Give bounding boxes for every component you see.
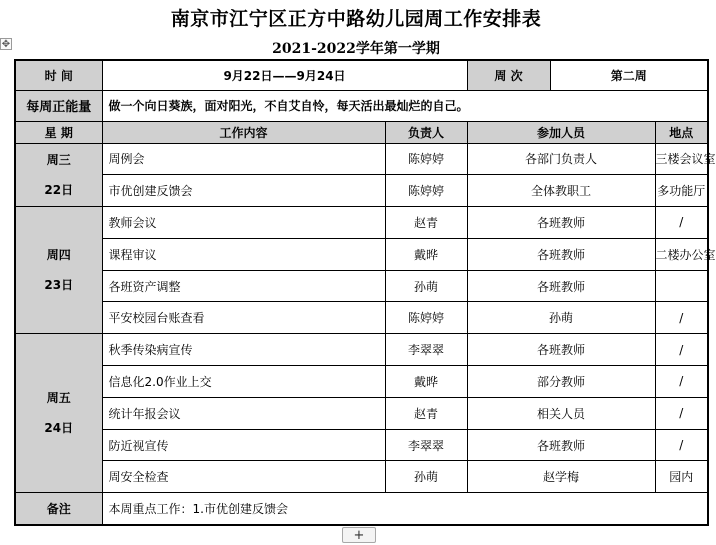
task-location <box>655 270 708 302</box>
task-participants: 各班教师 <box>467 270 655 302</box>
task-participants: 部分教师 <box>467 366 655 398</box>
col-location: 地点 <box>655 121 708 143</box>
table-row <box>15 397 708 429</box>
weekday-label: 周五 <box>46 391 71 406</box>
time-value: 9月22日——9月24日 <box>102 60 467 90</box>
task-participants: 相关人员 <box>467 397 655 429</box>
task-owner: 李翠翠 <box>385 334 467 366</box>
week-label: 周 次 <box>467 60 550 90</box>
col-content: 工作内容 <box>102 121 385 143</box>
task-participants: 赵学梅 <box>467 461 655 493</box>
task-participants: 各班教师 <box>467 429 655 461</box>
task-content: 统计年报会议 <box>102 397 385 429</box>
task-participants: 各班教师 <box>467 207 655 239</box>
task-content: 教师会议 <box>102 207 385 239</box>
day-cell <box>15 334 102 493</box>
col-owner: 负责人 <box>385 121 467 143</box>
table-row <box>15 143 708 175</box>
task-content: 周安全检查 <box>102 461 385 493</box>
document-title: 南京市江宁区正方中路幼儿园周工作安排表 <box>170 8 542 30</box>
task-participants: 各部门负责人 <box>467 143 655 175</box>
document-subtitle: 2021-2022学年第一学期 <box>272 41 440 57</box>
move-icon[interactable]: ✥ <box>1 39 11 50</box>
task-location: / <box>655 429 708 461</box>
task-owner: 赵青 <box>385 207 467 239</box>
table-row <box>15 302 708 334</box>
task-owner: 戴晔 <box>385 366 467 398</box>
task-content: 周例会 <box>102 143 385 175</box>
task-location: / <box>655 366 708 398</box>
task-location: 园内 <box>655 461 708 493</box>
table-row <box>15 429 708 461</box>
task-owner: 戴晔 <box>385 238 467 270</box>
time-label: 时 间 <box>15 60 102 90</box>
day-cell <box>15 207 102 334</box>
table-row <box>15 238 708 270</box>
table-row <box>15 270 708 302</box>
add-row-button[interactable]: + <box>342 527 376 543</box>
schedule-table <box>14 59 716 526</box>
task-location: / <box>655 207 708 239</box>
task-owner: 孙萌 <box>385 270 467 302</box>
task-location: / <box>655 334 708 366</box>
table-row <box>15 461 708 493</box>
notes-label: 备注 <box>15 493 102 525</box>
task-content: 各班资产调整 <box>102 270 385 302</box>
task-owner: 孙萌 <box>385 461 467 493</box>
task-content: 课程审议 <box>102 238 385 270</box>
task-location: 二楼办公室 <box>655 238 708 270</box>
task-content: 信息化2.0作业上交 <box>102 366 385 398</box>
task-location: / <box>655 302 708 334</box>
col-participants: 参加人员 <box>467 121 655 143</box>
col-day: 星 期 <box>15 121 102 143</box>
table-row <box>15 207 708 239</box>
task-location: 三楼会议室 <box>655 143 708 175</box>
task-content: 防近视宣传 <box>102 429 385 461</box>
task-content: 市优创建反馈会 <box>102 175 385 207</box>
table-row <box>15 334 708 366</box>
table-row <box>15 366 708 398</box>
date-label: 24日 <box>44 421 74 436</box>
task-participants: 各班教师 <box>467 334 655 366</box>
task-content: 秋季传染病宣传 <box>102 334 385 366</box>
task-owner: 李翠翠 <box>385 429 467 461</box>
notes-text: 本周重点工作：1.市优创建反馈会 <box>102 493 708 525</box>
task-owner: 陈婷婷 <box>385 302 467 334</box>
task-owner: 陈婷婷 <box>385 143 467 175</box>
day-cell <box>15 143 102 207</box>
task-owner: 赵青 <box>385 397 467 429</box>
task-content: 平安校园台账查看 <box>102 302 385 334</box>
task-owner: 陈婷婷 <box>385 175 467 207</box>
table-row <box>15 175 708 207</box>
date-label: 23日 <box>44 278 74 293</box>
motto-text: 做一个向日葵族，面对阳光，不自艾自怜，每天活出最灿烂的自己。 <box>102 90 708 121</box>
task-participants: 各班教师 <box>467 238 655 270</box>
task-location: 多功能厅 <box>655 175 708 207</box>
task-participants: 全体教职工 <box>467 175 655 207</box>
motto-label: 每周正能量 <box>15 90 102 121</box>
weekday-label: 周三 <box>46 152 71 167</box>
week-value: 第二周 <box>550 60 708 90</box>
date-label: 22日 <box>44 182 74 197</box>
weekday-label: 周四 <box>46 248 71 263</box>
task-participants: 孙萌 <box>467 302 655 334</box>
task-location: / <box>655 397 708 429</box>
